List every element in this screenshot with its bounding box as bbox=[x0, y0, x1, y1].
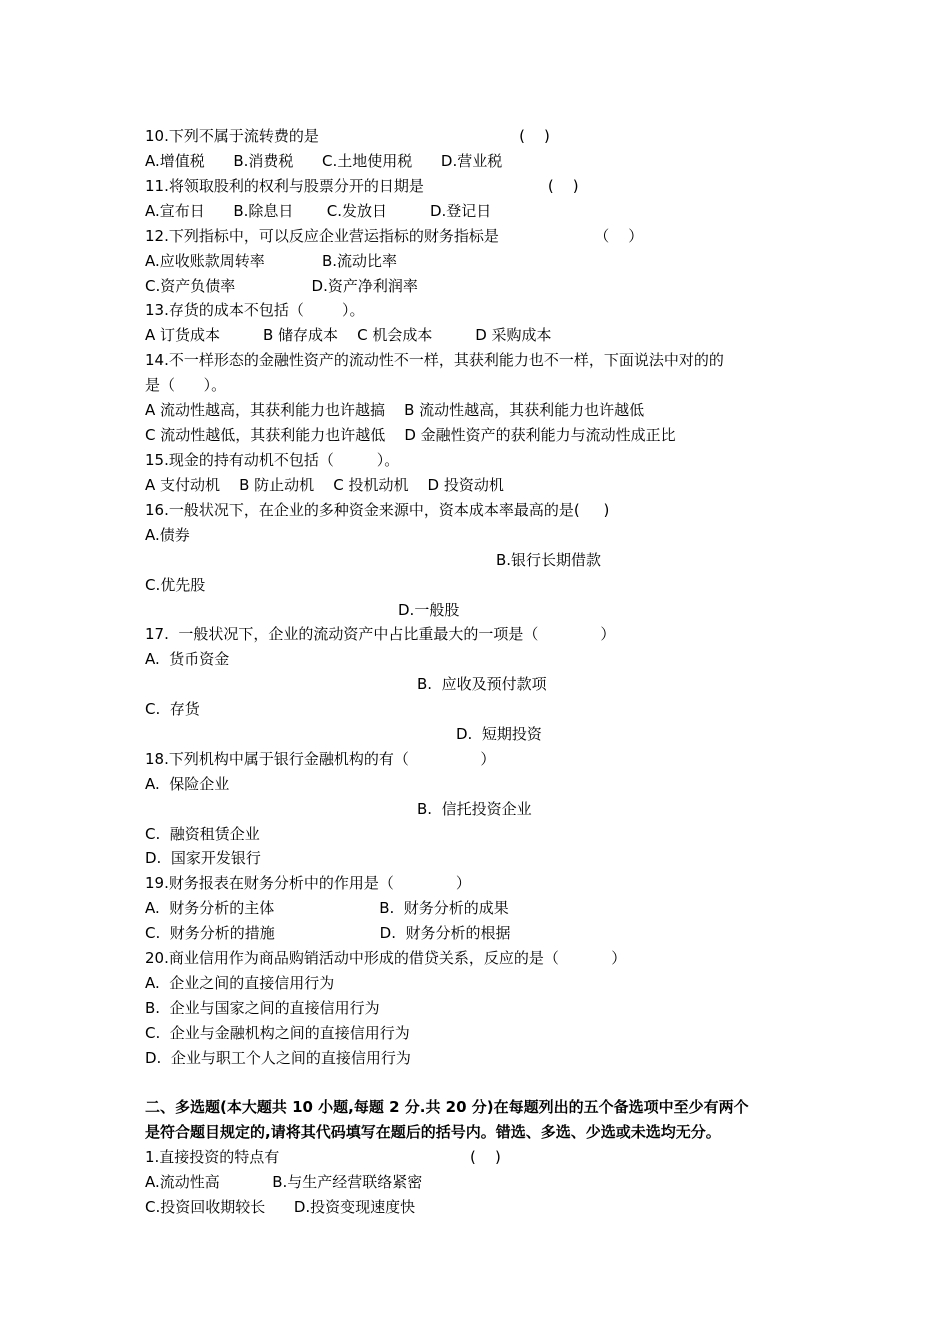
question-15-options: A 支付动机 B 防止动机 C 投机动机 D 投资动机 bbox=[145, 476, 504, 494]
question-18-option-b: B. 信托投资企业 bbox=[417, 800, 532, 818]
question-20-option-c: C. 企业与金融机构之间的直接信用行为 bbox=[145, 1024, 410, 1042]
question-13-options: A 订货成本 B 储存成本 C 机会成本 D 采购成本 bbox=[145, 326, 552, 344]
question-12-options-cd: C.资产负债率 D.资产净利润率 bbox=[145, 277, 418, 295]
question-17-option-c: C. 存货 bbox=[145, 700, 200, 718]
mc-question-1-options-ab: A.流动性高 B.与生产经营联络紧密 bbox=[145, 1173, 423, 1191]
question-16-option-b: B.银行长期借款 bbox=[496, 551, 602, 569]
question-19-options-ab: A. 财务分析的主体 B. 财务分析的成果 bbox=[145, 899, 509, 917]
question-20: 20.商业信用作为商品购销活动中形成的借贷关系，反应的是（ ） bbox=[145, 949, 627, 967]
question-15: 15.现金的持有动机不包括（ ）。 bbox=[145, 451, 400, 469]
question-14-options-ab: A 流动性越高，其获利能力也许越搞 B 流动性越高，其获利能力也许越低 bbox=[145, 401, 645, 419]
question-14-cont: 是（ ）。 bbox=[145, 376, 227, 394]
question-16-option-c: C.优先股 bbox=[145, 576, 206, 594]
question-17: 17. 一般状况下，企业的流动资产中占比重最大的一项是（ ） bbox=[145, 625, 616, 643]
section-2-heading-cont: 是符合题目规定的,请将其代码填写在题后的括号内。错选、多选、少选或未选均无分。 bbox=[145, 1123, 721, 1141]
question-18-option-c: C. 融资租赁企业 bbox=[145, 825, 260, 843]
question-20-option-b: B. 企业与国家之间的直接信用行为 bbox=[145, 999, 380, 1017]
question-20-option-a: A. 企业之间的直接信用行为 bbox=[145, 974, 335, 992]
question-19-options-cd: C. 财务分析的措施 D. 财务分析的根据 bbox=[145, 924, 511, 942]
question-13: 13.存货的成本不包括（ ）。 bbox=[145, 301, 365, 319]
question-10: 10.下列不属于流转费的是 ( ) bbox=[145, 127, 550, 145]
section-2-heading: 二、多选题(本大题共 10 小题,每题 2 分.共 20 分)在每题列出的五个备选项中至少有两个 bbox=[145, 1098, 749, 1116]
mc-question-1-options-cd: C.投资回收期较长 D.投资变现速度快 bbox=[145, 1198, 416, 1216]
question-10-options: A.增值税 B.消费税 C.土地使用税 D.营业税 bbox=[145, 152, 503, 170]
question-16-option-d: D.一般股 bbox=[398, 601, 460, 619]
mc-question-1: 1.直接投资的特点有 ( ) bbox=[145, 1148, 501, 1166]
question-14-options-cd: C 流动性越低，其获利能力也许越低 D 金融性资产的获利能力与流动性成正比 bbox=[145, 426, 676, 444]
question-18: 18.下列机构中属于银行金融机构的有（ ） bbox=[145, 750, 496, 768]
question-20-option-d: D. 企业与职工个人之间的直接信用行为 bbox=[145, 1049, 411, 1067]
question-16-option-a: A.债券 bbox=[145, 526, 190, 544]
question-18-option-d: D. 国家开发银行 bbox=[145, 849, 261, 867]
question-19: 19.财务报表在财务分析中的作用是（ ） bbox=[145, 874, 471, 892]
question-14: 14.不一样形态的金融性资产的流动性不一样，其获利能力也不一样，下面说法中对的的 bbox=[145, 351, 724, 369]
question-12-options-ab: A.应收账款周转率 B.流动比率 bbox=[145, 252, 398, 270]
question-11-options: A.宣布日 B.除息日 C.发放日 D.登记日 bbox=[145, 202, 492, 220]
question-12: 12.下列指标中，可以反应企业营运指标的财务指标是 （ ） bbox=[145, 227, 644, 245]
question-17-option-a: A. 货币资金 bbox=[145, 650, 230, 668]
question-11: 11.将领取股利的权利与股票分开的日期是 ( ) bbox=[145, 177, 579, 195]
question-18-option-a: A. 保险企业 bbox=[145, 775, 230, 793]
question-17-option-d: D. 短期投资 bbox=[456, 725, 542, 743]
question-16: 16.一般状况下，在企业的多种资金来源中，资本成本率最高的是( ) bbox=[145, 501, 610, 519]
question-17-option-b: B. 应收及预付款项 bbox=[417, 675, 547, 693]
